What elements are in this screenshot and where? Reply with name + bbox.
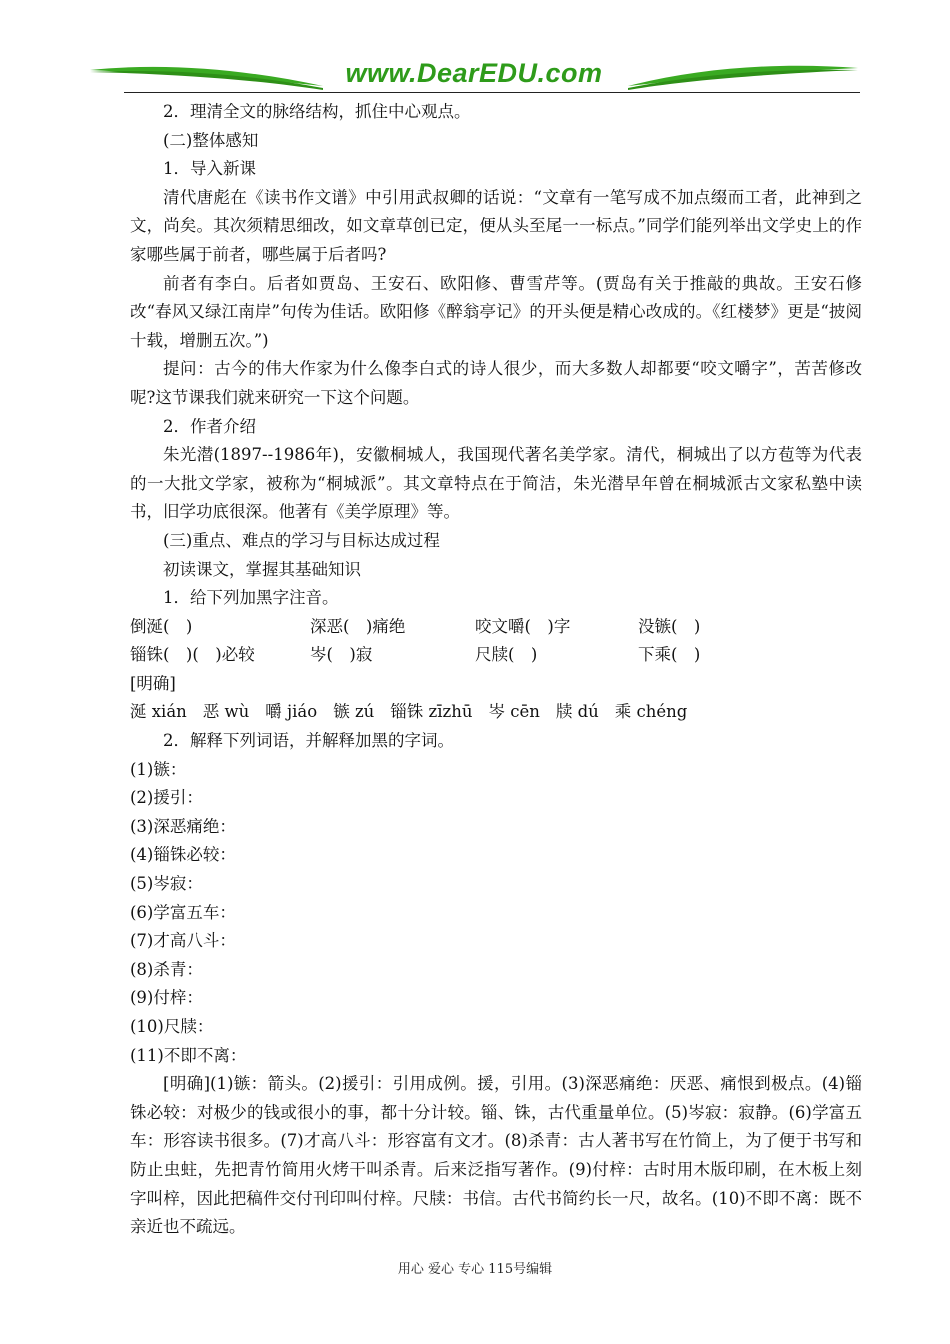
term-item: (8)杀青： [130,959,203,979]
pinyin-answers [130,698,862,727]
section-heading: (二)整体感知 [163,130,259,150]
pinyin-item: 恶 wù [202,702,250,722]
section-heading: (三)重点、难点的学习与目标达成过程 [163,530,440,550]
exercise-row [130,641,862,670]
exercise-item: 岑( )寂 [310,645,373,665]
text-line: 1．给下列加黑字注音。 [163,588,339,608]
document-body [130,98,862,1242]
text-line: 2．理清全文的脉络结构，抓住中心观点。 [163,102,471,121]
term-item: (9)付梓： [130,988,203,1008]
term-item: (1)镞： [130,759,187,779]
exercise-item: 倒涎( ) [130,616,193,636]
paragraph: 提问：古今的伟大作家为什么像李白式的诗人很少，而大多数人却都要“咬文嚼字”，苦苦修改呢?这节课我们就来研究一下这个问题。 [130,359,862,407]
exercise-item: 没镞( ) [638,616,701,636]
exercise-item: 咬文嚼( )字 [475,616,571,636]
sub-heading: 2．作者介绍 [163,416,256,436]
sub-heading: 1．导入新课 [163,159,256,179]
term-item: (10)尺牍： [130,1017,214,1036]
exercise-item: 深恶( )痛绝 [310,616,406,636]
exercise-item: 下乘( ) [638,645,701,665]
sub-heading: 2．解释下列词语，并解释加黑的字词。 [163,731,454,751]
term-item: (6)学富五车： [130,902,236,922]
header-rule [124,92,860,93]
site-name: www.DearEDU.com [345,58,603,88]
term-item: (2)援引： [130,788,203,808]
pinyin-item: 乘 chéng [614,702,688,722]
pinyin-item: 镞 zú [333,702,375,722]
term-item: (4)锱铢必较： [130,845,236,865]
exercise-row [130,613,862,642]
term-item: (11)不即不离： [130,1045,247,1065]
pinyin-item: 牍 dú [555,702,599,722]
pinyin-item: 锱铢 zīzhū [390,702,473,722]
term-item: (3)深恶痛绝： [130,816,236,836]
paragraph: 前者有李白。后者如贾岛、王安石、欧阳修、曹雪芹等。(贾岛有关于推敲的典故。王安石修改“春风又绿江南岸”句传为佳话。欧阳修《醉翁亭记》的开头便是精心改成的。《红楼梦》更是“披阅十载，增删五次。”) [130,273,862,350]
text-line: 初读课文，掌握其基础知识 [163,559,361,579]
exercise-item: 尺牍( ) [475,645,538,665]
term-item: (7)才高八斗： [130,931,236,951]
paragraph: 朱光潜(1897--1986年)，安徽桐城人，我国现代著名美学家。清代，桐城出了以方苞等为代表的一大批文学家，被称为“桐城派”。其文章特点在于简洁，朱光潜早年曾在桐城派古文家私塾中读书，旧学功底很深。他著有《美学原理》等。 [130,445,862,522]
term-item: (5)岑寂： [130,874,203,894]
pinyin-item: 涎 xián [130,702,187,722]
page-footer: 用心 爱心 专心 115号编辑 [397,1262,553,1277]
pinyin-item: 嚼 jiáo [265,702,318,722]
exercise-item: 锱铢( )( )必较 [130,645,255,665]
answer-label: [明确] [130,673,176,693]
pinyin-item: 岑 cēn [488,702,540,722]
paragraph: 清代唐彪在《读书作文谱》中引用武叔卿的话说：“文章有一笔写成不加点缀而工者，此神到之文，尚矣。其次须精思细改，如文章草创已定，便从头至尾一一标点。”同学们能列举出文学史上的作家哪些属于前者，哪些属于后者吗? [130,187,862,264]
site-header [88,56,860,96]
answer-paragraph: [明确](1)镞：箭头。(2)援引：引用成例。援，引用。(3)深恶痛绝：厌恶、痛恨到极点。(4)锱铢必较：对极少的钱或很小的事，都十分计较。锱、铢，古代重量单位。(5)岑寂：寂静。(6)学富五车：形容读书很多。(7)才高八斗：形容富有文才。(8)杀青：古人著书写在竹简上，为了便于书写和防止虫蛀，先把青竹简用火烤干叫杀青。后来泛指写著作。(9)付梓：古时用木版印刷，在木板上刻字叫梓，因此把稿件交付刊印叫付梓。尺牍：书信。古代书简约长一尺，故名。(10)不即不离：既不亲近也不疏远。 [130,1074,862,1237]
